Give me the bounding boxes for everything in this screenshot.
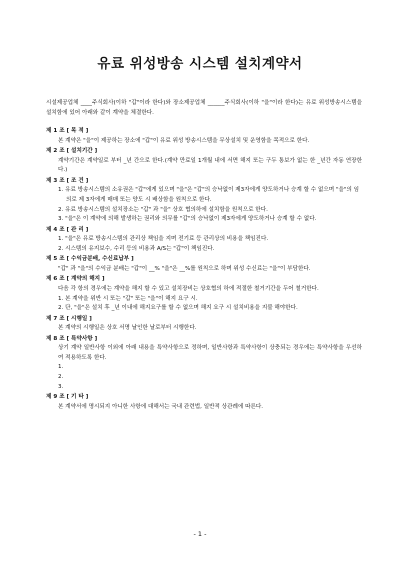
article-1 xyxy=(46,127,362,146)
document-title: 유료 위성방송 시스템 설치계약서 xyxy=(97,56,303,72)
article-7 xyxy=(46,315,362,334)
article-heading: 제 7 조 [ 시행일 ] xyxy=(46,315,92,322)
article-body: 계약기간은 계약일로 부터 _년 간으로 한다.(계약 만료일 1개월 내에 서면 해지 또는 구두 통보가 없는 한 _년간 자동 연장한다.) xyxy=(58,157,362,174)
article-heading: 제 4 조 [ 관 리 ] xyxy=(46,226,89,233)
page-number: - 1 - xyxy=(193,530,207,538)
articles-section xyxy=(46,127,362,413)
article-body: 상기 계약 일반사항 이외에 아래 내용을 특약사항으로 정하며, 일반사항과 특약사항이 상충되는 경우에는 특약사항을 우선하여 적용하도록 한다. xyxy=(58,345,362,361)
article-heading: 제 6 조 [ 계약의 해지 ] xyxy=(46,276,105,283)
special-term-line: 3. xyxy=(58,383,64,390)
article-9 xyxy=(46,393,362,412)
article-item: 2. 단, "을"은 설치 후 _년 이내에 해지요구를 할 수 없으며 해지 요구 시 설치비용을 지불 해야한다. xyxy=(58,305,298,312)
article-6 xyxy=(46,275,362,313)
article-heading: 제 9 조 [ 기 타 ] xyxy=(46,394,89,401)
article-body: 본 계약은 "을"이 제공하는 장소에 "갑"이 유료 위성 방송시스템을 무상설치 및 운영함을 목적으로 한다. xyxy=(58,137,310,144)
article-item: 1. 유료 방송시스템의 소유권은 "갑"에게 있으며 "을"은 "갑"의 승낙없이 제3자에게 양도하거나 승계 할 수 없으며 "을"의 임의로 제 3자에게 매매 또는 양도 시 배상함을 원칙으로 한다. xyxy=(58,187,360,203)
intro-paragraph: 시설제공업체 ____주식회사(이하 "갑"이라 한다)와 장소제공업체 ______주식회사(이하 "을"이라 한다)는 유료 위성방송시스템을 설치함에 있어 아래와 같이 계약을 체결한다. xyxy=(46,100,362,116)
article-item: 2. 유료 방송시스템의 설치장소는 "갑" 과 "을" 상호 협의하에 설치함을 원칙으로 한다. xyxy=(58,206,268,213)
article-heading: 제 3 조 [ 조 건 ] xyxy=(46,177,89,184)
article-body: 다음 각 항의 경우에는 계약을 해지 할 수 있고 설치장비는 상호협의 하에 적절한 철거기간을 두어 철거한다. xyxy=(58,285,319,292)
article-body: 본 계약의 시행일은 상호 서명 날인한 날로부터 시행한다. xyxy=(58,325,197,332)
article-body: 본 계약서에 명시되지 아니한 사항에 대해서는 국내 관련법, 일반적 상관례에 따른다. xyxy=(58,403,264,410)
article-4 xyxy=(46,226,362,255)
article-heading: 제 8 조 [ 특약사항 ] xyxy=(46,335,98,342)
article-8 xyxy=(46,335,362,393)
special-term-line: 1. xyxy=(58,364,64,371)
article-body: "갑" 과 "을"의 수익금 분배는 "갑"이 __% "을"은 __%를 원칙으로 하며 위성 수신료는 "을"이 부담한다. xyxy=(58,265,311,272)
article-heading: 제 1 조 [ 목 적 ] xyxy=(46,128,89,134)
article-heading: 제 5 조 [ 수익금분배, 수신료납부 ] xyxy=(46,256,134,263)
article-item: 1. 본 계약을 위반 시 또는 "갑" 또는 "을"이 해지 요구 시. xyxy=(58,295,198,302)
special-term-line: 2. xyxy=(58,374,64,381)
article-item: 3. "을"은 이 계약에 의해 발생하는 권리와 의무를 "갑"의 승낙없이 제3자에게 양도하거나 승계 할 수 없다. xyxy=(58,216,317,223)
article-heading: 제 2 조 [ 설치기간 ] xyxy=(46,148,98,155)
article-item: 2. 시스템의 유지보수, 수리 등의 비용과 A/S는 "갑"이 책임진다. xyxy=(58,245,215,252)
article-2 xyxy=(46,147,362,176)
article-3 xyxy=(46,177,362,225)
article-item: 1. "을"은 유료 방송시스템의 관리상 책임을 지며 전기료 등 관리상의 비용을 책임진다. xyxy=(58,236,269,243)
article-5 xyxy=(46,255,362,274)
